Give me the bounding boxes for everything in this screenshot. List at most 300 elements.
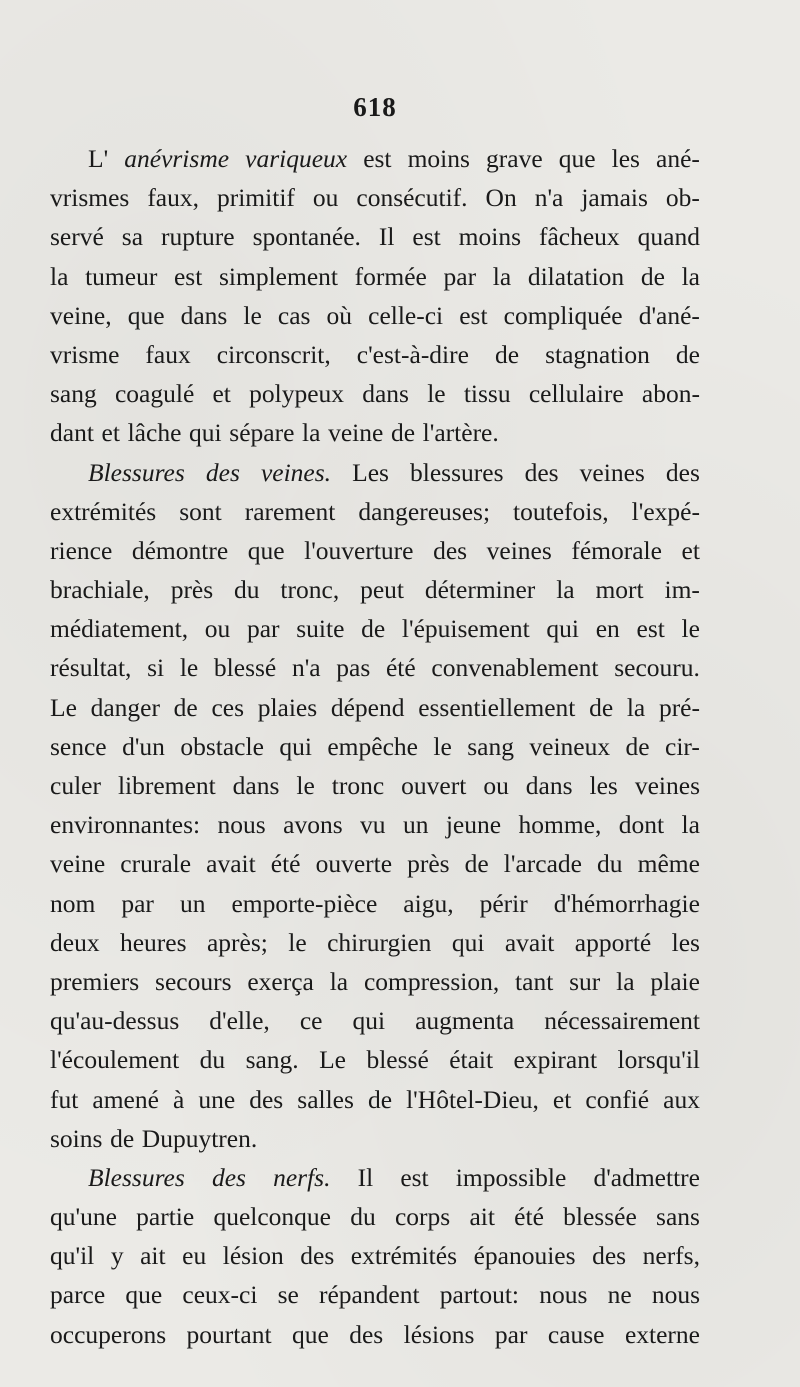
- word: empêche: [327, 731, 418, 761]
- text-line: [50, 570, 700, 609]
- word: spontanée.: [252, 222, 361, 252]
- word: plaies: [257, 692, 318, 722]
- word: un: [179, 888, 206, 918]
- word: blessé: [366, 1045, 429, 1075]
- word: faux: [145, 339, 191, 369]
- text-line: [50, 1158, 700, 1197]
- word: plaie: [650, 966, 700, 996]
- word: veine: [50, 849, 106, 879]
- word: est: [459, 300, 488, 330]
- word: blessé: [213, 653, 277, 683]
- text-line: [50, 844, 700, 883]
- word: par: [121, 888, 154, 918]
- word: avait: [206, 849, 256, 879]
- text-line: [50, 766, 700, 805]
- word: est: [363, 144, 392, 173]
- text-line: [50, 923, 700, 962]
- word: pas: [336, 653, 371, 683]
- word: L': [88, 144, 109, 173]
- word: de: [675, 339, 700, 369]
- text-line: [50, 1119, 700, 1158]
- word: par: [246, 614, 280, 644]
- word: deux: [50, 927, 100, 957]
- word: veines: [486, 535, 552, 565]
- word: sang.: [245, 1045, 299, 1075]
- word: sang: [467, 731, 514, 761]
- word: vrisme: [50, 339, 120, 369]
- word: On: [485, 183, 517, 213]
- word: quelconque: [213, 1202, 331, 1232]
- word: qui: [279, 731, 312, 761]
- word: variqueux: [245, 144, 348, 173]
- word: médiatement,: [50, 614, 189, 644]
- word: tronc,: [280, 575, 340, 605]
- word: des: [205, 457, 240, 487]
- word: même: [637, 849, 700, 879]
- word: le: [179, 653, 199, 683]
- text-line: [50, 296, 700, 335]
- word: ou: [204, 614, 231, 644]
- word: cas: [277, 300, 311, 330]
- word: tronc: [331, 771, 385, 800]
- text-line: [50, 1275, 700, 1314]
- word: extrémités: [50, 496, 157, 526]
- text-line: [50, 374, 700, 413]
- word: heures: [119, 927, 187, 957]
- word: n'a: [291, 653, 321, 683]
- word: stagnation: [545, 339, 650, 369]
- word: externe: [624, 1319, 700, 1349]
- word: la: [50, 261, 69, 291]
- word: lorsqu'il: [617, 1045, 700, 1075]
- word: confié: [585, 1084, 650, 1114]
- word: convenablement: [431, 653, 599, 683]
- word: lâche: [127, 418, 182, 448]
- word: du: [199, 1045, 226, 1075]
- word: librement: [117, 771, 216, 800]
- word: veine,: [50, 300, 112, 330]
- text-line: [50, 727, 700, 766]
- word: de: [110, 1123, 135, 1153]
- word: le: [427, 379, 446, 409]
- word: dont: [618, 810, 665, 840]
- word: ait: [140, 1241, 166, 1271]
- word: impossible: [455, 1162, 567, 1192]
- text-line: [50, 884, 700, 923]
- text-line: [50, 178, 700, 217]
- word: pourtant: [186, 1319, 272, 1349]
- word: ob-: [665, 183, 700, 213]
- word: d'elle,: [209, 1006, 270, 1036]
- word: expirant: [513, 1045, 598, 1075]
- word: Il: [378, 222, 395, 252]
- word: de: [367, 1084, 393, 1114]
- word: la: [302, 418, 321, 448]
- word: dans: [180, 300, 228, 330]
- word: vrismes: [50, 183, 130, 213]
- word: n'a: [534, 183, 564, 213]
- text-line: [50, 1197, 700, 1236]
- word: sans: [656, 1202, 700, 1232]
- text-line: [50, 1001, 700, 1040]
- word: la: [616, 966, 635, 996]
- text-line: [50, 413, 700, 452]
- word: secours: [155, 966, 232, 996]
- word: celle-ci: [368, 300, 444, 330]
- word: sa: [121, 222, 144, 252]
- word: compression,: [363, 966, 500, 996]
- word: tant: [515, 966, 554, 996]
- word: un: [402, 810, 429, 840]
- word: du: [597, 849, 623, 879]
- word: rupture: [160, 222, 235, 252]
- word: fut: [50, 1084, 79, 1114]
- word: est: [412, 222, 441, 252]
- word: ou: [312, 183, 339, 213]
- word: d'ané-: [638, 300, 700, 330]
- word: eu: [182, 1241, 207, 1271]
- word: l'expé-: [631, 496, 700, 526]
- word: été: [385, 653, 416, 683]
- word: d'admettre: [593, 1162, 700, 1192]
- word: les: [671, 927, 700, 957]
- text-line: [50, 609, 700, 648]
- word: aux: [663, 1084, 700, 1114]
- text-line: [50, 805, 700, 844]
- word: servé: [50, 222, 104, 252]
- word: dans: [232, 771, 280, 800]
- word: près: [170, 575, 214, 605]
- word: partie: [136, 1202, 195, 1232]
- word: ceux-ci: [182, 1280, 258, 1310]
- word: vu: [360, 810, 386, 840]
- body-text: [50, 139, 700, 1354]
- word: obstacle: [180, 731, 264, 761]
- word: en: [595, 614, 620, 644]
- word: qu'une: [50, 1202, 117, 1232]
- word: l'écoulement: [50, 1045, 180, 1075]
- word: de: [589, 692, 614, 722]
- word: nerfs,: [642, 1241, 700, 1271]
- word: déterminer: [424, 575, 536, 605]
- word: de: [173, 692, 198, 722]
- word: le: [681, 614, 700, 644]
- word: dangereuses;: [358, 496, 491, 526]
- word: occuperons: [50, 1319, 167, 1349]
- word: que: [125, 1280, 163, 1310]
- word: épanouies: [473, 1241, 576, 1271]
- word: et: [212, 379, 231, 409]
- word: l'Hôtel-Dieu,: [406, 1084, 539, 1114]
- word: et: [552, 1084, 572, 1114]
- word: sang: [50, 379, 97, 409]
- word: nerfs.: [273, 1162, 331, 1192]
- word: résultat,: [50, 653, 132, 683]
- word: par: [443, 261, 477, 291]
- word: culer: [50, 771, 101, 800]
- text-line: [50, 648, 700, 687]
- word: été: [514, 1202, 544, 1232]
- text-line: [50, 1315, 700, 1354]
- word: nous: [217, 810, 266, 840]
- word: sépare: [229, 418, 295, 448]
- word: le: [296, 771, 315, 800]
- word: anévrisme: [124, 144, 230, 173]
- text-line: [50, 1040, 700, 1079]
- word: lésions: [403, 1319, 475, 1349]
- word: l'artère.: [422, 418, 499, 448]
- word: la: [329, 966, 349, 996]
- word: était: [449, 1045, 494, 1075]
- word: apporté: [574, 927, 652, 957]
- word: polypeux: [249, 379, 345, 409]
- word: rarement: [244, 496, 336, 526]
- word: essentiellement: [418, 692, 576, 722]
- word: nom: [50, 888, 96, 918]
- word: ané-: [656, 144, 700, 173]
- word: été: [270, 849, 301, 879]
- word: fémorale: [571, 535, 662, 565]
- word: formée: [354, 261, 427, 291]
- text-line: [50, 492, 700, 531]
- word: l'arcade: [503, 849, 582, 879]
- word: répandent: [319, 1280, 420, 1310]
- word: suite: [296, 614, 345, 644]
- word: de: [494, 339, 520, 369]
- word: près: [407, 849, 450, 879]
- word: rience: [50, 535, 113, 565]
- word: par: [494, 1319, 528, 1349]
- word: grave: [486, 144, 543, 173]
- word: Les: [352, 457, 389, 487]
- text-line: [50, 139, 700, 178]
- text-line: [50, 531, 700, 570]
- word: des: [211, 1162, 246, 1192]
- word: cause: [547, 1319, 605, 1349]
- word: et: [681, 535, 700, 565]
- word: avait: [504, 927, 555, 957]
- word: ce: [299, 1006, 323, 1036]
- word: veines: [634, 771, 700, 800]
- word: des: [300, 1241, 335, 1271]
- word: Blessures: [88, 1162, 185, 1192]
- word: sont: [179, 496, 222, 526]
- word: le: [433, 731, 452, 761]
- word: primitif: [216, 183, 295, 213]
- word: se: [277, 1280, 299, 1310]
- text-line: [50, 257, 700, 296]
- word: nous: [651, 1280, 700, 1310]
- word: ouverte: [315, 849, 393, 879]
- word: de: [625, 731, 650, 761]
- word: moins: [458, 222, 522, 252]
- word: peut: [360, 575, 404, 605]
- text-line: [50, 335, 700, 374]
- word: Blessures: [88, 457, 185, 487]
- word: corps: [394, 1202, 451, 1232]
- word: ne: [607, 1280, 632, 1310]
- word: blessée: [563, 1202, 637, 1232]
- word: l'ouverture: [304, 535, 414, 565]
- word: à: [172, 1084, 185, 1114]
- word: coagulé: [114, 379, 195, 409]
- word: chirurgien: [327, 927, 432, 957]
- word: si: [147, 653, 165, 683]
- word: simplement: [218, 261, 338, 291]
- word: qu'au-dessus: [50, 1006, 180, 1036]
- word: faux,: [147, 183, 199, 213]
- word: de: [464, 849, 489, 879]
- word: où: [326, 300, 353, 330]
- word: veine: [328, 418, 384, 448]
- word: ouvert: [401, 771, 467, 800]
- word: Il: [357, 1162, 374, 1192]
- word: Le: [319, 1045, 347, 1075]
- word: le: [243, 300, 262, 330]
- word: parce: [50, 1280, 106, 1310]
- word: la: [681, 810, 700, 840]
- word: im-: [664, 575, 700, 605]
- word: de: [390, 418, 416, 448]
- word: démontre: [131, 535, 229, 565]
- word: augmenta: [415, 1006, 515, 1036]
- word: brachiale,: [50, 575, 150, 605]
- page-number: 618: [353, 92, 397, 122]
- word: dépend: [330, 692, 405, 722]
- word: dans: [362, 379, 409, 409]
- word: toutefois,: [513, 496, 609, 526]
- word: du: [234, 575, 260, 605]
- word: environnantes:: [50, 810, 201, 840]
- word: des: [665, 457, 700, 487]
- word: et: [101, 418, 120, 448]
- word: moins: [407, 144, 470, 173]
- word: de: [640, 261, 665, 291]
- word: blessures: [410, 457, 504, 487]
- word: l'épuisement: [401, 614, 530, 644]
- word: exerça: [247, 966, 314, 996]
- text-line: [50, 1236, 700, 1275]
- word: Dupuytren.: [141, 1123, 258, 1153]
- word: abon-: [641, 379, 700, 409]
- word: dant: [50, 418, 94, 448]
- word: lésion: [222, 1241, 284, 1271]
- word: périr: [479, 888, 528, 918]
- word: homme,: [518, 810, 602, 840]
- word: les: [589, 771, 618, 800]
- word: d'hémorrhagie: [553, 888, 700, 918]
- text-line: [50, 688, 700, 727]
- word: d'un: [122, 731, 165, 761]
- word: ait: [469, 1202, 495, 1232]
- word: cir-: [665, 731, 700, 761]
- word: premiers: [50, 966, 140, 996]
- word: la: [681, 261, 700, 291]
- word: jamais: [581, 183, 648, 213]
- word: est: [173, 261, 203, 291]
- word: est: [636, 614, 665, 644]
- word: secouru.: [614, 653, 700, 683]
- word: c'est-à-dire: [356, 339, 469, 369]
- word: ces: [211, 692, 244, 722]
- word: emporte-pièce: [231, 888, 378, 918]
- word: dilatation: [527, 261, 625, 291]
- word: quand: [637, 222, 700, 252]
- word: salles: [297, 1084, 354, 1114]
- word: qui: [352, 1006, 386, 1036]
- word: les: [611, 144, 640, 173]
- word: tumeur: [85, 261, 158, 291]
- word: est: [400, 1162, 429, 1192]
- word: compliquée: [503, 300, 623, 330]
- word: sur: [569, 966, 601, 996]
- word: que: [127, 300, 165, 330]
- word: veines.: [260, 457, 332, 487]
- word: sence: [50, 731, 107, 761]
- word: nous: [539, 1280, 588, 1310]
- word: veineux: [529, 731, 611, 761]
- word: crurale: [120, 849, 192, 879]
- word: le: [288, 927, 307, 957]
- word: du: [350, 1202, 376, 1232]
- word: dans: [525, 771, 573, 800]
- word: Le: [50, 692, 77, 722]
- word: extrémités: [350, 1241, 458, 1271]
- word: qu'il: [50, 1241, 95, 1271]
- word: qui: [546, 614, 580, 644]
- word: ou: [483, 771, 509, 800]
- word: avons: [283, 810, 343, 840]
- text-line: [50, 453, 700, 492]
- word: que: [558, 144, 596, 173]
- word: fâcheux: [538, 222, 620, 252]
- word: une: [198, 1084, 236, 1114]
- word: amené: [92, 1084, 159, 1114]
- word: des: [524, 457, 559, 487]
- word: pré-: [658, 692, 700, 722]
- word: qui: [451, 927, 485, 957]
- word: circonscrit,: [216, 339, 331, 369]
- word: des: [349, 1319, 384, 1349]
- word: des: [249, 1084, 284, 1114]
- word: que: [291, 1319, 329, 1349]
- word: veines: [579, 457, 645, 487]
- word: mort: [595, 575, 644, 605]
- word: des: [592, 1241, 627, 1271]
- word: tissu: [463, 379, 511, 409]
- word: des: [433, 535, 468, 565]
- word: partout:: [439, 1280, 520, 1310]
- word: de: [361, 614, 386, 644]
- word: consécutif.: [356, 183, 468, 213]
- text-line: [50, 962, 700, 1001]
- word: danger: [90, 692, 160, 722]
- text-line: [50, 1080, 700, 1119]
- text-line: [50, 217, 700, 256]
- word: la: [492, 261, 512, 291]
- word: y: [110, 1241, 124, 1271]
- word: après;: [206, 927, 268, 957]
- word: nécessairement: [544, 1006, 700, 1036]
- word: cellulaire: [528, 379, 624, 409]
- word: que: [247, 535, 285, 565]
- word: soins: [50, 1123, 103, 1153]
- word: jeune: [445, 810, 502, 840]
- word: aigu,: [403, 888, 454, 918]
- word: la: [626, 692, 646, 722]
- word: qui: [189, 418, 222, 448]
- word: la: [556, 575, 575, 605]
